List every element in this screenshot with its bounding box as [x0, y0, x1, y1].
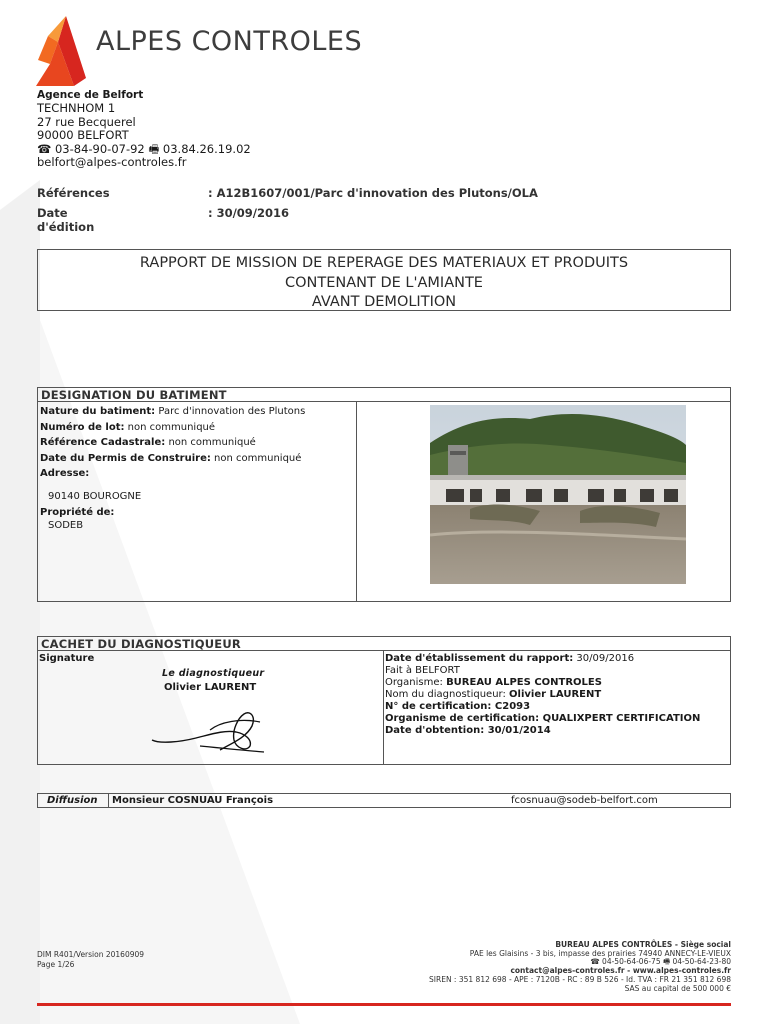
building-column-divider — [356, 401, 357, 601]
obtained-date-label: Date d'obtention: — [385, 725, 488, 736]
diagnostician-name-value: Olivier LAURENT — [509, 689, 602, 700]
diffusion-label: Diffusion — [47, 795, 98, 806]
diagnostician-name-label: Nom du diagnostiqueur: — [385, 689, 510, 700]
stamp-section-header: CACHET DU DIAGNOSTIQUEUR — [37, 636, 731, 651]
diffusion-divider — [108, 794, 109, 807]
report-title-line1: RAPPORT DE MISSION DE REPERAGE DES MATERIAUX ET PRODUITS — [139, 255, 629, 271]
diagnostician-title: Le diagnostiqueur — [162, 668, 265, 679]
certification-number-value: C2093 — [494, 701, 531, 712]
footer-right — [429, 941, 731, 993]
agency-phone: ☎ 03-84-90-07-92 🖷 03.84.26.19.02 — [37, 141, 251, 156]
owner-label: Propriété de: — [40, 507, 115, 518]
nature-value: Parc d'innovation des Plutons — [155, 406, 306, 417]
agency-address-line2: 27 rue Becquerel — [37, 114, 136, 129]
report-title-box — [37, 249, 731, 311]
footer-left — [37, 950, 144, 970]
references-label: Références — [37, 186, 110, 200]
agency-block — [37, 89, 251, 169]
footer-web[interactable]: contact@alpes-controles.fr - www.alpes-controles.fr — [510, 966, 731, 976]
report-title-line3: AVANT DEMOLITION — [311, 294, 457, 310]
certification-number-label: N° de certification: — [385, 701, 495, 712]
report-date-value: 30/09/2016 — [573, 653, 635, 664]
certification-org-label: Organisme de certification: — [385, 713, 543, 724]
references-value: : A12B1607/001/Parc d'innovation des Plutons/OLA — [208, 186, 538, 200]
certification-org-value: QUALIXPERT CERTIFICATION — [542, 713, 701, 724]
document-version: DIM R401/Version 20160909 — [37, 950, 145, 959]
agency-name: Agence de Belfort — [37, 89, 144, 101]
obtained-date-value: 30/01/2014 — [487, 725, 551, 736]
permis-label: Date du Permis de Construire: — [40, 452, 211, 464]
building-photo — [430, 405, 686, 584]
permis-value: non communiqué — [210, 452, 302, 464]
footer-phones: ☎ 04-50-64-06-75 🖷 04-50-64-23-80 — [590, 957, 731, 967]
building-section-header: DESIGNATION DU BATIMENT — [37, 387, 731, 402]
cadastre-value: non communiqué — [165, 437, 256, 448]
alpes-controles-logo-icon — [36, 16, 88, 86]
stamp-column-divider — [383, 650, 384, 764]
address-value: 90140 BOUROGNE — [48, 490, 142, 502]
report-title-line2: CONTENANT DE L'AMIANTE — [285, 274, 483, 291]
cadastre-label: Référence Cadastrale: — [40, 437, 166, 448]
edition-date-label: Date d'édition — [37, 205, 95, 234]
handwritten-signature-icon — [140, 700, 270, 756]
diagnostician-signature-name: Olivier LAURENT — [164, 682, 257, 693]
diffusion-row — [37, 793, 731, 808]
footer-company: BUREAU ALPES CONTRÔLES - Siège social — [555, 940, 731, 949]
signature-label: Signature — [39, 653, 95, 664]
edition-date-value: : 30/09/2016 — [208, 205, 290, 220]
organisme-value: BUREAU ALPES CONTROLES — [446, 677, 602, 688]
made-at: Fait à BELFORT — [385, 665, 460, 676]
report-date-label: Date d'établissement du rapport: — [385, 653, 574, 664]
diffusion-recipient: Monsieur COSNUAU François — [112, 795, 274, 806]
lot-value: non communiqué — [124, 421, 216, 433]
footer-address: PAE les Glaisins - 3 bis, impasse des prairies 74940 ANNECY-LE-VIEUX — [469, 948, 731, 958]
address-label: Adresse: — [40, 468, 90, 479]
certification-info — [385, 653, 700, 737]
footer-siren: SIREN : 351 812 698 - APE : 7120B - RC : 89 B 526 - Id. TVA : FR 21 351 812 698 — [429, 974, 731, 984]
agency-email[interactable]: belfort@alpes-controles.fr — [37, 155, 187, 170]
organisme-label: Organisme: — [385, 677, 447, 688]
owner-value: SODEB — [48, 519, 84, 531]
footer-red-line — [37, 1003, 731, 1006]
lot-label: Numéro de lot: — [40, 421, 125, 433]
agency-address-line1: TECHNHOM 1 — [37, 101, 116, 116]
brand-name: ALPES CONTROLES — [96, 26, 363, 57]
nature-label: Nature du batiment: — [40, 406, 156, 417]
footer-capital: SAS au capital de 500 000 € — [624, 983, 731, 993]
agency-address-line3: 90000 BELFORT — [37, 128, 129, 143]
diffusion-email[interactable]: fcosnuau@sodeb-belfort.com — [511, 795, 658, 806]
page-number: Page 1/26 — [37, 960, 75, 969]
building-info — [40, 404, 305, 531]
